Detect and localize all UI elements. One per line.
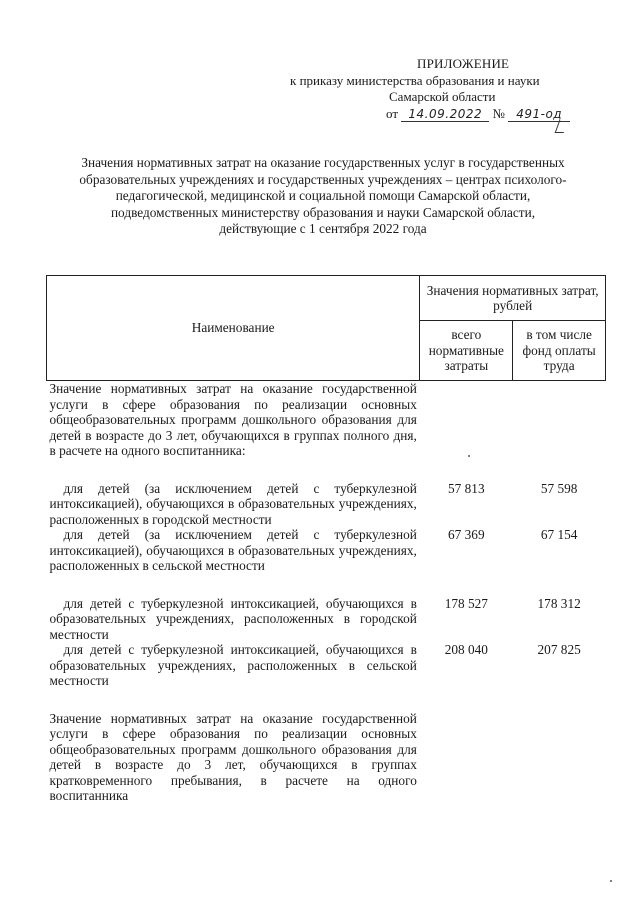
- title-line: образовательных учреждениях и государственных учреждениях – центрах психолого-: [79, 171, 567, 187]
- item-description: для детей с туберкулезной интоксикацией, обучающихся в образовательных учреждениях, расположенных в городской местности: [49, 595, 417, 642]
- payroll-value: 207 825: [537, 642, 581, 657]
- appendix-date-number-line: [290, 106, 590, 123]
- table-row: [47, 381, 606, 459]
- handwritten-number: 491-од: [508, 108, 570, 122]
- norms-table: [46, 275, 606, 804]
- header-values-group: Значения нормативных затрат, рублей: [420, 276, 606, 321]
- payroll-value: 67 154: [540, 527, 578, 542]
- title-line: Значения нормативных затрат на оказание государственных услуг в государственных: [81, 155, 565, 170]
- appendix-block: [290, 56, 590, 122]
- section-description: Значение нормативных затрат на оказание государственной услуги в сфере образования по реализации основных общеобразовательных программ дошкольного образования для детей в возрасте до 3 лет, обучающихся в группах полного дня, в расчете на одного воспитанника:: [49, 381, 417, 458]
- total-costs-value: 67 369: [448, 527, 485, 542]
- table-row: [47, 596, 606, 643]
- title-line: подведомственных министерству образования и науки Самарской области,: [110, 204, 536, 220]
- table-row: [47, 711, 606, 804]
- scan-speck: [610, 880, 612, 882]
- header-total-costs: всего нормативные затраты: [420, 321, 513, 381]
- appendix-title: ПРИЛОЖЕНИЕ: [417, 56, 510, 71]
- title-line: действующие с 1 сентября 2022 года: [219, 221, 427, 236]
- table-row: [47, 527, 606, 574]
- appendix-order-line: к приказу министерства образования и науки: [290, 72, 540, 88]
- item-description: для детей с туберкулезной интоксикацией, обучающихся в образовательных учреждениях, расположенных в сельской местности: [49, 642, 417, 688]
- handwritten-date: 14.09.2022: [401, 108, 489, 122]
- table-row: [47, 481, 606, 528]
- title-line: педагогической, медицинской и социальной помощи Самарской области,: [115, 188, 531, 203]
- header-payroll-fund: в том числе фонд оплаты труда: [513, 321, 606, 381]
- item-description: для детей (за исключением детей с туберкулезной интоксикацией), обучающихся в образовательных учреждениях, расположенных в сельской местности: [49, 527, 417, 573]
- payroll-value: 178 312: [537, 595, 581, 611]
- item-description: для детей (за исключением детей с туберкулезной интоксикацией), обучающихся в образовательных учреждениях, расположенных в городской местности: [49, 480, 417, 527]
- scan-speck: [468, 455, 470, 457]
- appendix-region-line: Самарской области: [389, 89, 496, 104]
- table-row: [47, 642, 606, 689]
- total-costs-value: 178 527: [444, 595, 488, 611]
- payroll-value: 57 598: [540, 480, 578, 496]
- header-name: Наименование: [47, 276, 420, 381]
- section-description: Значение нормативных затрат на оказание государственной услуги в сфере образования по реализации основных общеобразовательных программ дошкольного образования для детей в возрасте до 3 лет, обучающихся в группах кратковременного пребывания, в расчете на одного воспитанника: [49, 710, 417, 803]
- date-prefix: от: [386, 105, 399, 121]
- number-prefix: №: [492, 105, 505, 121]
- total-costs-value: 57 813: [448, 480, 485, 496]
- document-title: [28, 155, 618, 238]
- total-costs-value: 208 040: [444, 642, 488, 657]
